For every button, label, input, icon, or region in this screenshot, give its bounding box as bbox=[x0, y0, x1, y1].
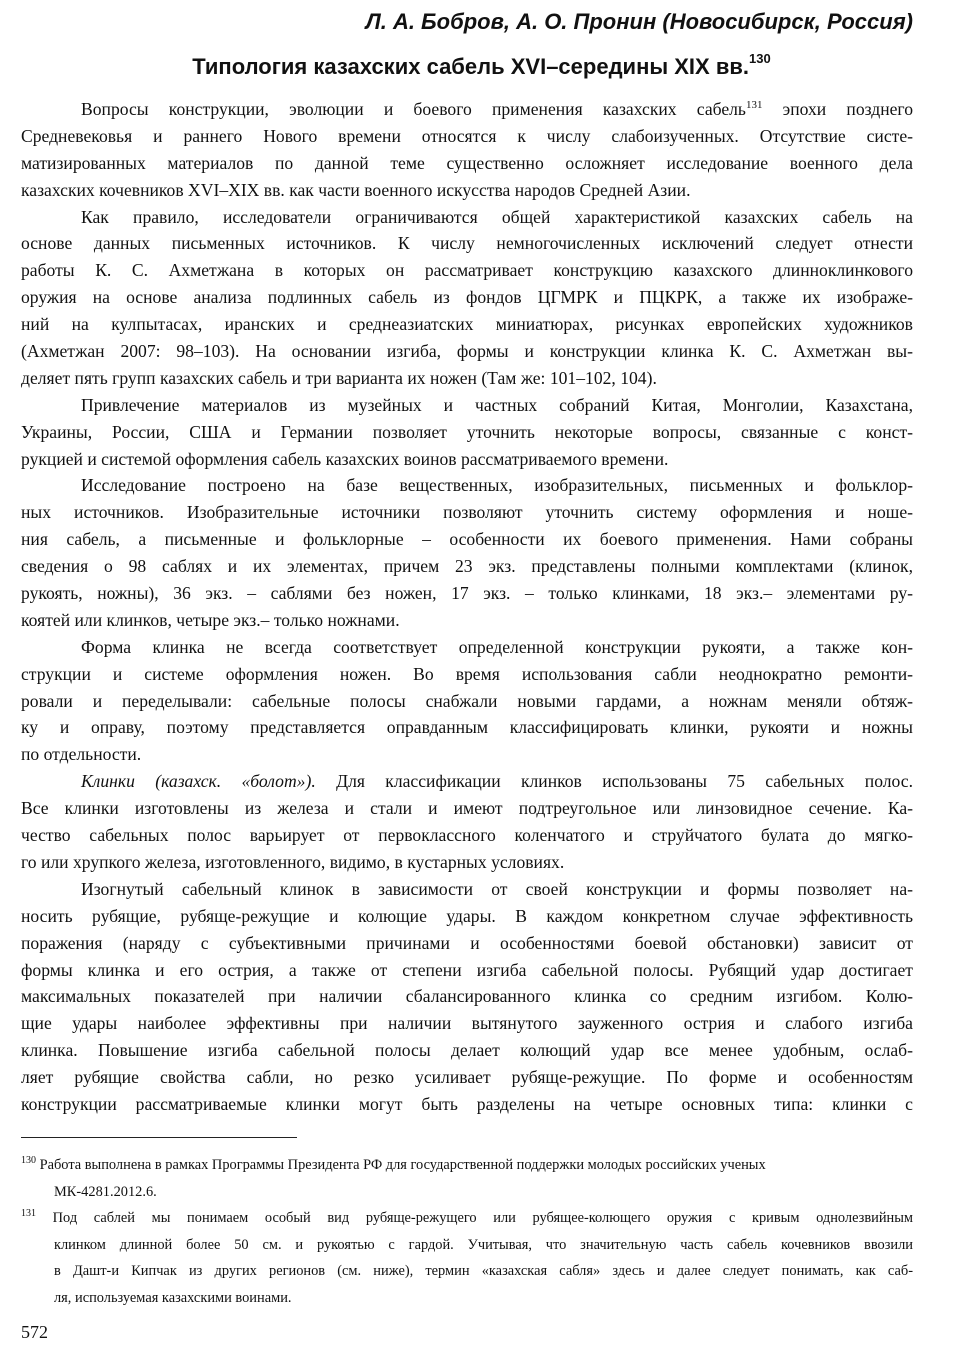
paragraph-2-line: деляет пять групп казахских сабель и три варианта их ножен (Там же: 101–102, 104). bbox=[21, 367, 657, 388]
footnote-divider bbox=[21, 1137, 297, 1138]
paragraph-1-line: Средневековья и раннего Нового времени относятся к числу слабоизученных. Отсутствие систе- bbox=[21, 125, 913, 146]
text-run: эпохи позднего bbox=[762, 99, 914, 119]
paragraph-6-line: чество сабельных полос варьирует от первоклассного коленчатого и струйчатого булата до мягко- bbox=[21, 825, 913, 846]
paragraph-7-line: формы клинка и его острия, а также от степени изгиба сабельной полосы. Рубящий удар достигает bbox=[21, 959, 913, 980]
paragraph-2-line: оружия на основе анализа подлинных сабель из фондов ЦГМРК и ПЦКРК, а также их изображе- bbox=[21, 287, 913, 308]
paragraph-4-line: рукоять, ножны), 36 экз. – саблями без ножен, 17 экз. – только клинками, 18 экз.– элементами ру- bbox=[21, 583, 913, 604]
paragraph-4-line: сведения о 98 саблях и их элементах, причем 23 экз. представлены полными комплектами (клинок, bbox=[21, 556, 913, 577]
footnote-131-cont: клинком длинной более 50 см. и рукоятью с гардой. Учитывая, что значительную часть сабель кочевников ввозили bbox=[54, 1236, 913, 1253]
paragraph-2-line: основе данных письменных источников. К числу немногочисленных исключений следует отнести bbox=[21, 233, 913, 254]
paragraph-5-line: струкции и системе оформления ножен. Во время использования сабли неоднократно ремонти- bbox=[21, 663, 913, 684]
paragraph-6-line: го или хрупкого железа, изготовленного, видимо, в кустарных условиях. bbox=[21, 851, 565, 872]
footnote-131 bbox=[21, 1205, 913, 1232]
paragraph-1-line: казахских кочевников XVI–XIX вв. как части военного искусства народов Средней Азии. bbox=[21, 179, 691, 200]
footnote-131-cont: в Дашт-и Кипчак из других регионов (см. ниже), термин «казахская сабля» здесь и далее следует понимать, как саб- bbox=[54, 1263, 913, 1279]
paragraph-3-line: Украины, России, США и Германии позволяет уточнить некоторые вопросы, связанные с конст- bbox=[21, 421, 913, 442]
paragraph-7-line: ляет рубящие свойства сабли, но резко усиливает рубяще-режущие. По форме и особенностям bbox=[21, 1067, 913, 1088]
paragraph-7-line: носить рубящие, рубяще-режущие и колющие удары. В каждом конкретном случае эффективность bbox=[21, 905, 913, 926]
paragraph-1-line: матизированных материалов по данной теме существенно осложняет исследование военного дела bbox=[21, 152, 913, 173]
article-authors: Л. А. Бобров, А. О. Пронин (Новосибирск, Россия) bbox=[365, 9, 913, 34]
paragraph-7-line: щие удары наиболее эффективны при наличии вытянутого зауженного острия и слабого изгиба bbox=[21, 1013, 913, 1034]
paragraph-7-line: клинка. Повышение изгиба сабельной полосы делает колющий удар все менее удобным, ослаб- bbox=[21, 1040, 913, 1061]
text-run: Для классификации клинков использованы 75 сабельных полос. bbox=[315, 771, 913, 792]
footnote-number: 130 bbox=[21, 1155, 36, 1166]
article-title-text: Типология казахских сабель XVI–середины XIX вв. bbox=[192, 54, 749, 79]
footnote-130-cont: МК-4281.2012.6. bbox=[54, 1183, 157, 1200]
paragraph-5-line: Форма клинка не всегда соответствует определенной конструкции рукояти, а также кон- bbox=[81, 636, 913, 657]
footnote-131-cont: ля, используемая казахскими воинами. bbox=[54, 1289, 292, 1306]
footnote-ref-131[interactable]: 131 bbox=[745, 99, 763, 111]
paragraph-3-line: Привлечение материалов из музейных и частных собраний Китая, Монголии, Казахстана, bbox=[81, 394, 913, 415]
paragraph-2-line: (Ахметжан 2007: 98–103). На основании изгиба, формы и конструкции клинка К. С. Ахметжан вы- bbox=[21, 341, 913, 362]
paragraph-4-line: ния сабель, а письменные и фольклорные – особенности их боевого применения. Нами собраны bbox=[21, 529, 913, 550]
paragraph-6-line bbox=[21, 768, 913, 795]
article-title bbox=[0, 51, 963, 80]
footnotes bbox=[21, 1152, 913, 1311]
paragraph-2-line: работы К. С. Ахметжана в которых он рассматривает конструкцию казахского длинноклинкового bbox=[21, 260, 913, 281]
page-number: 572 bbox=[21, 1322, 48, 1342]
paragraph-7-line: максимальных показателей при наличии сбалансированного клинка со средним изгибом. Колю- bbox=[21, 986, 913, 1007]
paragraph-3-line: рукцией и системой оформления сабель казахских воинов рассматриваемого времени. bbox=[21, 448, 669, 469]
paragraph-7-line: конструкции рассматриваемые клинки могут быть разделены на четыре основных типа: клинки с bbox=[21, 1093, 913, 1114]
paragraph-5-line: по отдельности. bbox=[21, 744, 142, 765]
text-run: Вопросы конструкции, эволюции и боевого применения казахских сабель bbox=[81, 99, 746, 119]
paragraph-5-line: ку и оправу, поэтому представляется оправданным классифицировать клинки, рукояти и ножны bbox=[21, 717, 913, 738]
footnote-text: Под саблей мы понимаем особый вид рубяще-режущего или рубящее-колющего оружия с кривым однолезвийным bbox=[36, 1210, 913, 1226]
paragraph-4-line: коятей или клинков, четыре экз.– только ножнами. bbox=[21, 609, 400, 630]
section-heading-blades: Клинки (казахск. «болот»). bbox=[81, 771, 316, 792]
article-body bbox=[21, 96, 913, 1118]
paragraph-2-line: ний на кулпытасах, иранских и среднеазиатских миниатюрах, рисунках европейских художников bbox=[21, 314, 913, 335]
paragraph-4-line: ных источников. Изобразительные источники позволяют уточнить систему оформления и ноше- bbox=[21, 502, 913, 523]
paragraph-7-line: Изогнутый сабельный клинок в зависимости от своей конструкции и формы позволяет на- bbox=[81, 878, 913, 899]
paragraph-6-line: Все клинки изготовлены из железа и стали и имеют подтреугольное или линзовидное сечение. Ка- bbox=[21, 798, 913, 819]
footnote-130 bbox=[21, 1152, 913, 1179]
footnote-number: 131 bbox=[21, 1208, 36, 1219]
paragraph-5-line: ровали и переделывали: сабельные полосы снабжали новыми гардами, а ножнам меняли обтяж- bbox=[21, 690, 913, 711]
paragraph-2-line: Как правило, исследователи ограничиваются общей характеристикой казахских сабель на bbox=[81, 206, 913, 227]
paragraph-4-line: Исследование построено на базе вещественных, изобразительных, письменных и фольклор- bbox=[81, 475, 913, 496]
footnote-text: Работа выполнена в рамках Программы Президента РФ для государственной поддержки молодых российских ученых bbox=[36, 1157, 766, 1173]
title-footnote-ref[interactable]: 130 bbox=[749, 51, 771, 66]
paragraph-7-line: поражения (наряду с субъективными причинами и особенностями боевой обстановки) зависит от bbox=[21, 932, 913, 953]
paragraph-1-line bbox=[21, 96, 913, 123]
